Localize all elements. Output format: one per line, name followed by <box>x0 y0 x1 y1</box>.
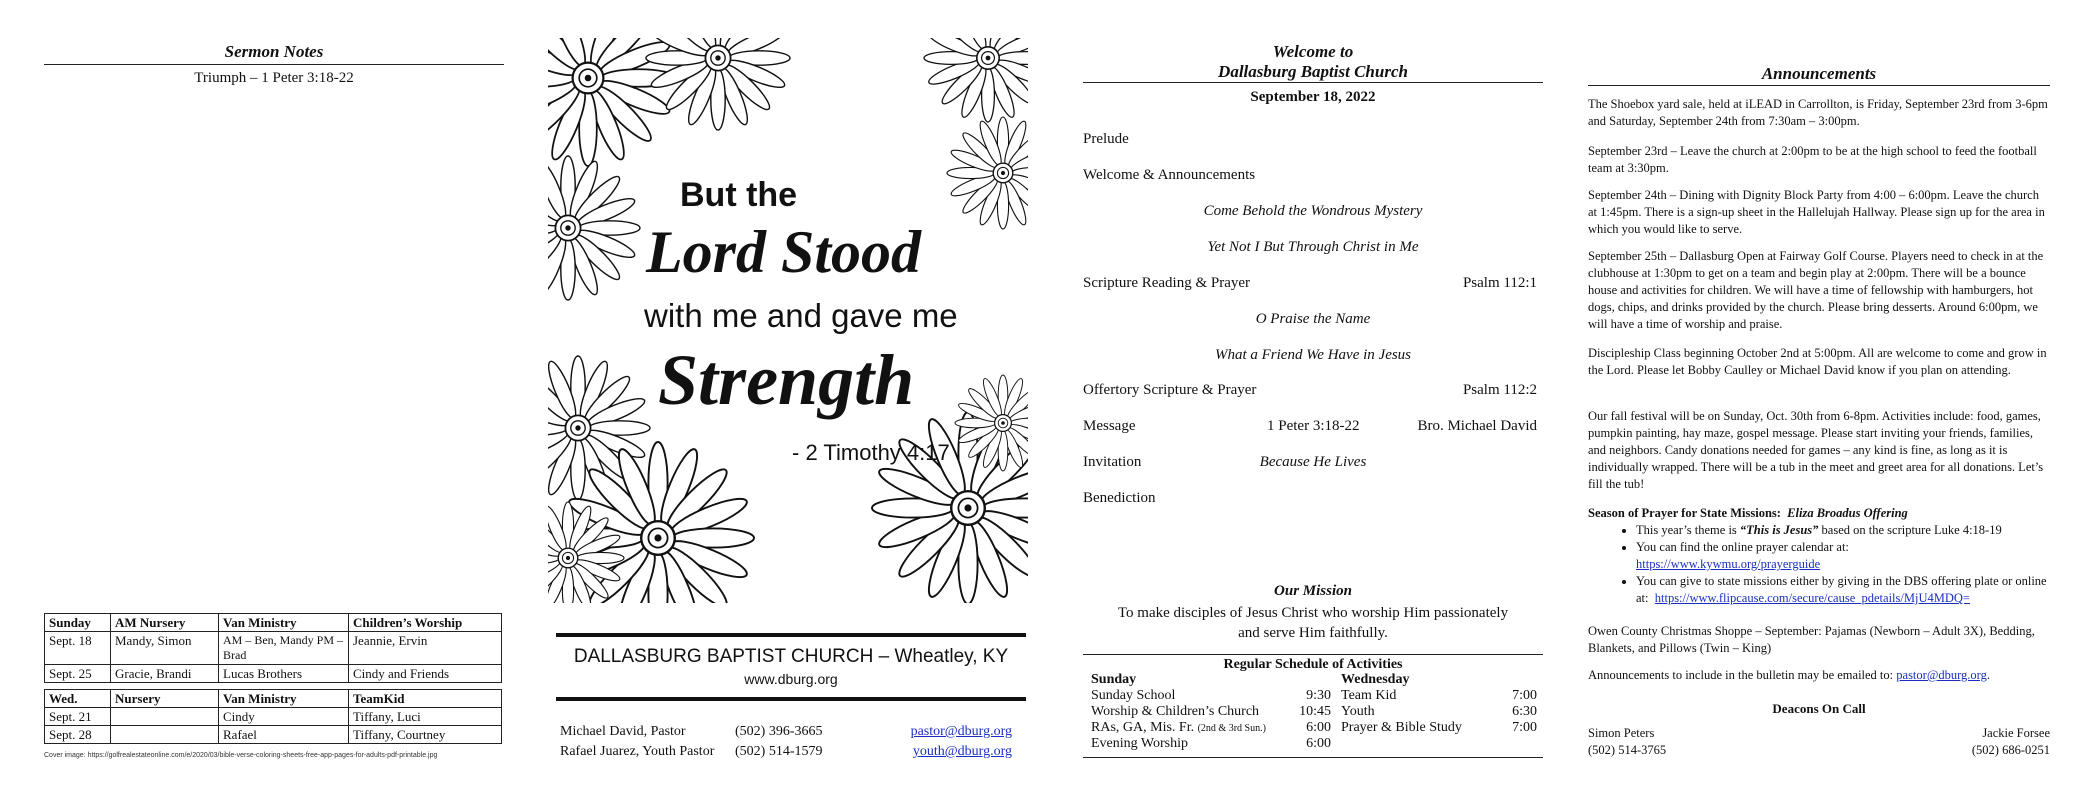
activity-time: 7:00 <box>1512 720 1537 735</box>
activities-day-heading: Sunday <box>1091 672 1137 687</box>
order-item <box>1083 167 1543 187</box>
service-date: September 18, 2022 <box>1250 89 1376 105</box>
bullet-text: You can give to state missions either by giving in the DBS offering plate or online at: <box>1636 574 2047 605</box>
activity-time: 9:30 <box>1306 688 1331 703</box>
deacon-contact <box>1972 725 2050 759</box>
prayer-offering: Eliza Broadus Offering <box>1787 506 1908 520</box>
bullet-text: You can find the online prayer calendar at: <box>1636 540 1849 554</box>
song-title: Come Behold the Wondrous Mystery <box>1203 203 1423 219</box>
activities-title: Regular Schedule of Activities <box>1083 654 1543 673</box>
staff-email-link[interactable]: pastor@dburg.org <box>910 724 1012 739</box>
order-reference: 1 Peter 3:18-22 <box>1267 418 1360 434</box>
announcements-title: Announcements <box>1588 64 2050 86</box>
list-item <box>1636 522 2050 539</box>
announcement-text: September 23rd – Leave the church at 2:00pm to be at the high school to feed the football team at 3:30pm. <box>1588 144 2037 175</box>
order-label: Welcome & Announcements <box>1083 167 1256 183</box>
cover-image-credit: Cover image: https://golfrealestateonline.com/e/2020/03/bible-verse-coloring-sheets-free-app-pages-for-adults-pdf-printable.jpg <box>44 752 438 759</box>
deacon-name: Jackie Forsee <box>1982 726 2050 740</box>
divider <box>556 633 1026 637</box>
order-item <box>1083 347 1543 367</box>
deacon-name: Simon Peters <box>1588 726 1655 740</box>
activity-name: Evening Worship <box>1091 736 1188 751</box>
order-label: Offertory Scripture & Prayer <box>1083 382 1257 398</box>
deacon-contact <box>1588 725 1666 759</box>
list-item <box>1636 539 2050 573</box>
staff-name: Michael David, Pastor <box>560 724 686 739</box>
activity-row <box>1341 720 1537 736</box>
mission-line: and serve Him faithfully. <box>1238 625 1388 641</box>
activity-time: 6:00 <box>1306 736 1331 751</box>
church-website: www.dburg.org <box>744 671 838 687</box>
deacon-phone: (502) 514-3765 <box>1588 743 1667 757</box>
mission-statement <box>1083 603 1543 643</box>
table-header: Sunday <box>45 614 111 632</box>
order-reference: Psalm 112:2 <box>1462 382 1537 398</box>
cover-line-4: Strength <box>658 340 915 420</box>
table-header-row <box>45 614 502 632</box>
sermon-notes-panel <box>40 0 510 807</box>
table-cell: Cindy and Friends <box>349 665 502 683</box>
activity-row <box>1341 688 1537 704</box>
song-title: O Praise the Name <box>1255 311 1371 327</box>
song-title: What a Friend We Have in Jesus <box>1214 347 1412 363</box>
table-cell: Sept. 25 <box>45 665 111 683</box>
deacon-phone: (502) 686-0251 <box>1971 743 2050 757</box>
list-item <box>1636 573 2050 607</box>
announcement <box>1588 187 2050 238</box>
sunday-schedule-table <box>44 613 502 683</box>
order-item <box>1083 490 1543 510</box>
activity-row <box>1341 704 1537 720</box>
church-name: DALLASBURG BAPTIST CHURCH – Wheatley, KY <box>573 646 1009 667</box>
activity-name: Youth <box>1341 704 1375 719</box>
announcement-text: Announcements to include in the bulletin may be emailed to: <box>1588 668 1897 682</box>
deacons-heading: Deacons On Call <box>1772 701 1866 716</box>
flipcause-link[interactable]: https://www.flipcause.com/secure/cause_pdetails/MjU4MDQ= <box>1654 591 1970 605</box>
activities-day-heading: Wednesday <box>1341 672 1410 687</box>
table-header: AM Nursery <box>111 614 219 632</box>
staff-phone: (502) 396-3665 <box>735 724 823 739</box>
mission-title: Our Mission <box>1274 583 1352 599</box>
sermon-notes-title: Sermon Notes <box>44 42 504 65</box>
announcement <box>1588 408 2050 493</box>
wednesday-schedule-table <box>44 689 502 744</box>
welcome-line-1: Welcome to <box>1272 42 1354 61</box>
announcement <box>1588 623 2050 657</box>
announcement <box>1588 96 2050 130</box>
announcement-text: Our fall festival will be on Sunday, Oct. 30th from 6-8pm. Activities include: food, games, pumpkin painting, hay maze, gospel message. Please start inviting your friends, families, and neighbors. Candy donations needed for games – any kind is fine, as long as it is individually wrapped. There will be a tub in the meet and greet area for all donations. Let’s fill the tub! <box>1588 409 2044 491</box>
table-header: TeamKid <box>349 690 502 708</box>
cover-line-1: But the <box>680 176 798 214</box>
wednesday-activities <box>1341 672 1537 736</box>
announcement-text: The Shoebox yard sale, held at iLEAD in Carrollton, is Friday, September 23rd from 3-6pm and Saturday, September 24th from 7:30am – 3:00pm. <box>1588 97 2048 128</box>
table-header: Children’s Worship <box>349 614 502 632</box>
staff-name: Rafael Juarez, Youth Pastor <box>560 744 715 759</box>
sermon-subtitle: Triumph – 1 Peter 3:18-22 <box>194 70 354 86</box>
prayer-missions-section <box>1588 505 2050 607</box>
cover-reference: - 2 Timothy 4:17 <box>792 440 950 465</box>
activity-time: 10:45 <box>1299 704 1331 719</box>
table-header: Van Ministry <box>219 614 349 632</box>
table-header: Van Ministry <box>219 690 349 708</box>
mission-line: To make disciples of Jesus Christ who worship Him passionately <box>1117 605 1509 621</box>
table-cell: Tiffany, Courtney <box>349 726 502 744</box>
song-title: Yet Not I But Through Christ in Me <box>1207 239 1419 255</box>
staff-row <box>560 744 1028 762</box>
theme-text: “This is Jesus” <box>1739 523 1819 537</box>
announcements-panel <box>1588 0 2050 807</box>
order-item <box>1083 203 1543 223</box>
table-cell: Sept. 18 <box>45 632 111 665</box>
order-item <box>1083 454 1543 474</box>
song-title: Because He Lives <box>1259 454 1367 470</box>
table-cell: Sept. 21 <box>45 708 111 726</box>
announcement <box>1588 345 2050 379</box>
announcement-text: September 24th – Dining with Dignity Block Party from 4:00 – 6:00pm. Leave the church at 1:45pm. There is a sign-up sheet in the Hallelujah Hallway. Please sign up for the area in which you would like to serve. <box>1588 188 2045 236</box>
staff-row <box>560 724 1028 742</box>
announcement <box>1588 248 2050 333</box>
order-item <box>1083 418 1543 438</box>
table-row <box>45 665 502 683</box>
welcome-line-2: Dallasburg Baptist Church <box>1218 62 1408 81</box>
activity-name: RAs, GA, Mis. Fr. <box>1091 720 1195 735</box>
table-cell: AM – Ben, Mandy PM – Brad <box>219 632 349 665</box>
staff-email-link[interactable]: youth@dburg.org <box>912 744 1012 759</box>
order-label: Benediction <box>1083 490 1156 506</box>
activity-time: 6:30 <box>1512 704 1537 719</box>
table-header: Wed. <box>45 690 111 708</box>
table-header: Nursery <box>111 690 219 708</box>
table-cell: Gracie, Brandi <box>111 665 219 683</box>
activity-name: Team Kid <box>1341 688 1397 703</box>
activity-name: Prayer & Bible Study <box>1341 720 1462 735</box>
table-cell: Rafael <box>219 726 349 744</box>
order-item <box>1083 382 1543 402</box>
staff-phone: (502) 514-1579 <box>735 744 823 759</box>
order-label: Invitation <box>1083 454 1142 470</box>
table-cell <box>111 726 219 744</box>
order-item <box>1083 311 1543 331</box>
announcement-text: Discipleship Class beginning October 2nd at 5:00pm. All are welcome to come and grow in the Lord. Please let Bobby Caulley or Michael David know if you plan on attending. <box>1588 346 2047 377</box>
announcement: Announcements to include in the bulletin may be emailed to: pastor@dburg.org. <box>1588 668 1990 682</box>
table-row <box>45 632 502 665</box>
order-item <box>1083 275 1543 295</box>
cover-line-2: Lord Stood <box>646 219 922 285</box>
prayer-heading: Season of Prayer for State Missions: <box>1588 506 1781 520</box>
bullet-text: based on the scripture Luke 4:18-19 <box>1818 523 2002 537</box>
activity-row <box>1091 736 1331 752</box>
divider <box>556 697 1026 701</box>
table-cell: Cindy <box>219 708 349 726</box>
activity-row <box>1091 688 1331 704</box>
table-cell: Tiffany, Luci <box>349 708 502 726</box>
order-item <box>1083 239 1543 259</box>
activity-row <box>1091 704 1331 720</box>
order-label: Message <box>1083 418 1136 434</box>
table-row <box>45 726 502 744</box>
order-reference: Psalm 112:1 <box>1462 275 1537 291</box>
divider <box>1083 757 1543 758</box>
order-item <box>1083 131 1543 151</box>
activity-time: 7:00 <box>1512 688 1537 703</box>
activity-row <box>1091 720 1331 736</box>
pastor-email-link[interactable]: pastor@dburg.org <box>1896 668 1987 682</box>
table-cell: Sept. 28 <box>45 726 111 744</box>
activity-time: 6:00 <box>1306 720 1331 735</box>
sunday-activities <box>1091 672 1331 752</box>
activity-name: Sunday School <box>1091 688 1176 703</box>
order-of-worship-panel <box>1083 0 1543 807</box>
welcome-heading <box>1083 42 1543 83</box>
announcement-text: September 25th – Dallasburg Open at Fairway Golf Course. Players need to check in at the clubhouse at 1:30pm to get on a team and begin play at 2:00pm. There will be a bounce house and activities for children. We will have a time of fellowship with hamburgers, hot dogs, chips, and drinks provided by the church. Please bring desserts. Around 6:00pm, we will have a time of worship and praise. <box>1588 249 2044 331</box>
activity-note: (2nd & 3rd Sun.) <box>1197 723 1266 734</box>
prayer-guide-link[interactable]: https://www.kywmu.org/prayerguide <box>1636 557 1821 571</box>
cover-artwork <box>548 38 1028 603</box>
bullet-text: This year’s theme is <box>1636 523 1740 537</box>
order-label: Scripture Reading & Prayer <box>1083 275 1251 291</box>
table-row <box>45 708 502 726</box>
table-cell: Jeannie, Ervin <box>349 632 502 665</box>
order-label: Prelude <box>1083 131 1129 147</box>
table-cell: Lucas Brothers <box>219 665 349 683</box>
cover-line-3: with me and gave me <box>644 297 958 334</box>
table-cell: Mandy, Simon <box>111 632 219 665</box>
table-header-row <box>45 690 502 708</box>
table-cell <box>111 708 219 726</box>
announcement <box>1588 143 2050 177</box>
announcement-text: Owen County Christmas Shoppe – September: Pajamas (Newborn – Adult 3X), Bedding, Blankets, and Pillows (Twin – King) <box>1588 624 2035 655</box>
order-speaker: Bro. Michael David <box>1417 418 1537 434</box>
cover-panel <box>548 0 1028 807</box>
activity-name: Worship & Children’s Church <box>1091 704 1260 719</box>
